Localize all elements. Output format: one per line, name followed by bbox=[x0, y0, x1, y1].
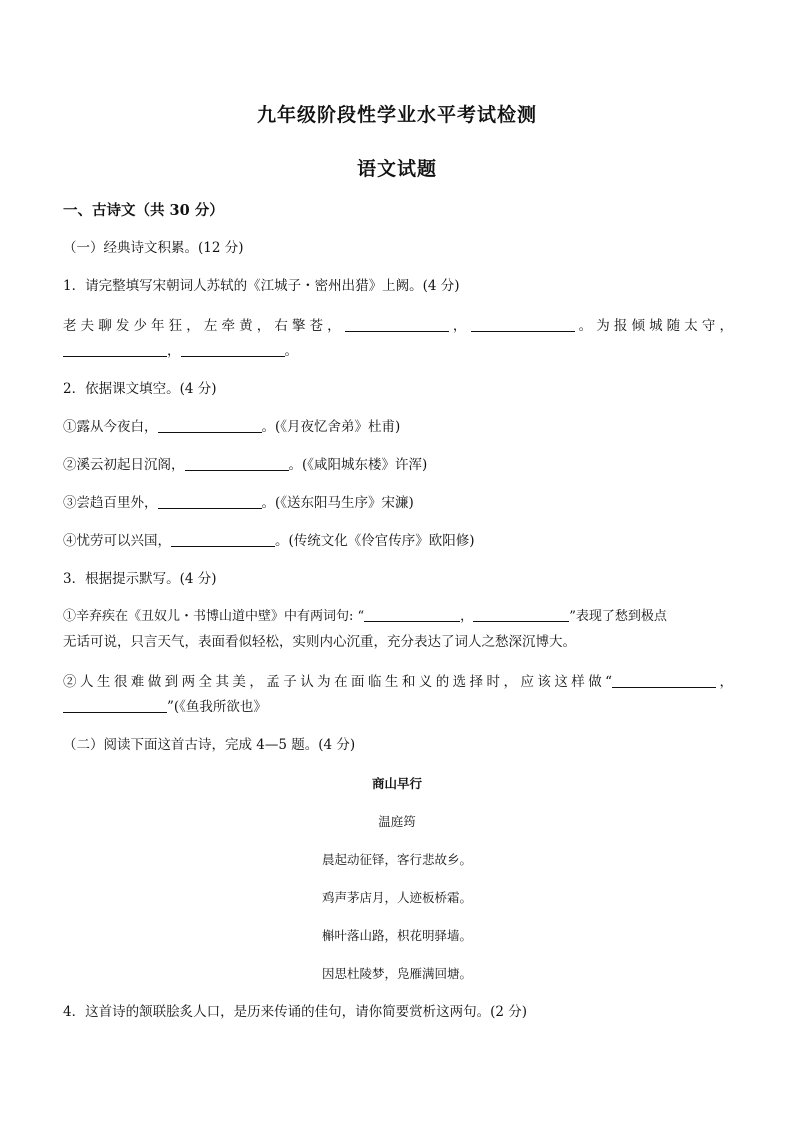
question-3-prompt: 3．根据提示默写。(4 分) bbox=[63, 571, 217, 587]
question-3-item-2-cont bbox=[63, 697, 733, 717]
item-source: 。(《月夜忆舍弟》杜甫) bbox=[261, 419, 401, 435]
item-text: ②人生很难做到两全其美，孟子认为在面临生和义的选择时，应该这样做“ bbox=[63, 674, 613, 690]
item-text: ”表现了愁到极点 bbox=[569, 609, 667, 624]
part-one-heading: （一）经典诗文积累。(12 分) bbox=[63, 240, 244, 256]
section-heading: 一、古诗文（共 30 分） bbox=[63, 202, 224, 219]
item-text: ①辛弃疾在《丑奴儿・书博山道中壁》中有两词句: “ bbox=[63, 609, 365, 624]
item-source: 。(传统文化《伶官传序》欧阳修) bbox=[275, 533, 475, 549]
answer-blank[interactable] bbox=[345, 317, 449, 332]
answer-blank[interactable] bbox=[364, 607, 460, 622]
question-2-prompt: 2．依据课文填空。(4 分) bbox=[63, 381, 217, 397]
poem-line: 晨起动征铎，客行悲故乡。 bbox=[321, 852, 472, 867]
poem-line: 槲叶落山路，枳花明驿墙。 bbox=[321, 928, 472, 943]
answer-blank[interactable] bbox=[185, 456, 289, 471]
item-separator: ， bbox=[716, 674, 734, 690]
answer-blank[interactable] bbox=[612, 673, 716, 688]
q1-separator: ， bbox=[167, 343, 181, 359]
question-2-item bbox=[63, 531, 733, 551]
poem-author: 温庭筠 bbox=[378, 814, 416, 829]
part-two-heading: （二）阅读下面这首古诗，完成 4—5 题。(4 分) bbox=[63, 737, 356, 753]
question-1-line-1 bbox=[63, 316, 733, 336]
answer-blank[interactable] bbox=[471, 317, 575, 332]
item-text: ③尝趋百里外， bbox=[63, 495, 158, 511]
exam-subtitle: 语文试题 bbox=[356, 158, 437, 180]
answer-blank[interactable] bbox=[171, 532, 275, 547]
question-1-prompt: 1．请完整填写宋朝词人苏轼的《江城子・密州出猎》上阙。(4 分) bbox=[63, 278, 460, 294]
question-3-item-1 bbox=[63, 607, 733, 627]
q1-text-a: 老夫聊发少年狂，左牵黄，右擎苍， bbox=[63, 318, 345, 334]
poem-line: 鸡声茅店月，人迹板桥霜。 bbox=[321, 890, 472, 905]
question-3-item-2 bbox=[63, 672, 733, 692]
q1-text-b: 。为报倾城随太守， bbox=[574, 318, 734, 334]
poem-line: 因思杜陵梦，凫雁满回塘。 bbox=[321, 966, 472, 981]
answer-blank[interactable] bbox=[63, 698, 167, 713]
item-text: ④忧劳可以兴国， bbox=[63, 533, 171, 549]
question-2-item bbox=[63, 493, 733, 513]
item-source: 。(《咸阳城东楼》许浑) bbox=[288, 457, 428, 473]
question-2-item bbox=[63, 417, 733, 437]
q1-end: 。 bbox=[284, 343, 298, 359]
exam-title: 九年级阶段性学业水平考试检测 bbox=[256, 104, 537, 126]
answer-blank[interactable] bbox=[158, 494, 262, 509]
answer-blank[interactable] bbox=[181, 342, 285, 357]
q1-separator: ， bbox=[448, 318, 471, 334]
answer-blank[interactable] bbox=[473, 607, 569, 622]
answer-blank[interactable] bbox=[63, 342, 167, 357]
question-4-prompt: 4．这首诗的颔联脍炙人口，是历来传诵的佳句，请你简要赏析这两句。(2 分) bbox=[63, 1004, 528, 1020]
question-2-item bbox=[63, 455, 733, 475]
poem-title: 商山早行 bbox=[371, 776, 422, 791]
item-text: ②溪云初起日沉阁， bbox=[63, 457, 185, 473]
question-1-line-2 bbox=[63, 341, 733, 361]
item-text: ①露从今夜白， bbox=[63, 419, 158, 435]
answer-blank[interactable] bbox=[158, 418, 262, 433]
question-3-item-1-cont: 无话可说，只言天气，表面看似轻松，实则内心沉重，充分表达了词人之愁深沉博大。 bbox=[63, 634, 576, 650]
item-source: ”(《鱼我所欲也》 bbox=[167, 699, 267, 715]
item-source: 。(《送东阳马生序》宋濂) bbox=[261, 495, 414, 511]
item-separator: ， bbox=[460, 609, 474, 624]
